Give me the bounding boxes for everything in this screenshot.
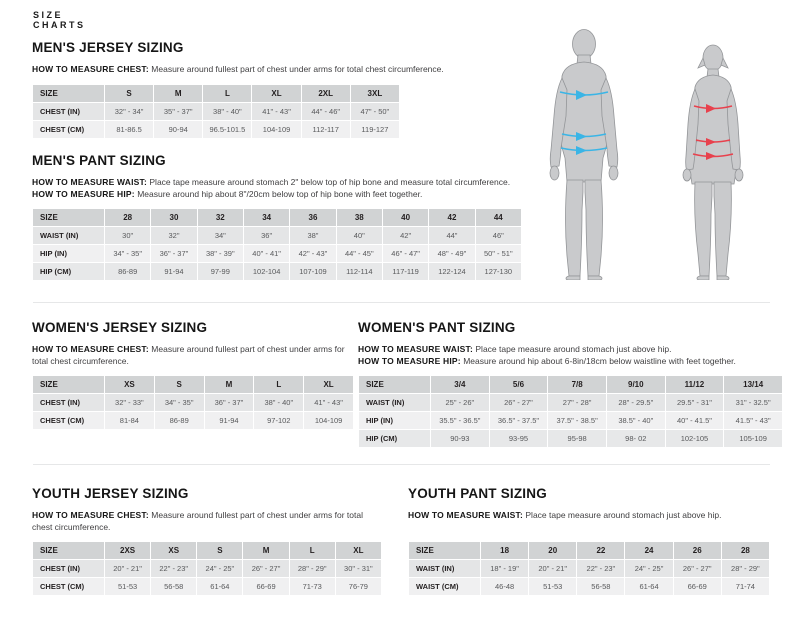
howto-text: Measure around fullest part of chest under arms for total chest circumference. bbox=[151, 64, 444, 74]
size-value-cell: 44" - 45" bbox=[336, 245, 382, 263]
howto-label: HOW TO MEASURE WAIST: bbox=[32, 177, 148, 187]
size-value-cell: 61-64 bbox=[197, 578, 243, 596]
size-column-header: 34 bbox=[243, 209, 289, 227]
size-value-cell: 41.5" - 43" bbox=[724, 412, 783, 430]
size-column-header: 28 bbox=[105, 209, 151, 227]
size-value-cell: 20" - 21" bbox=[529, 560, 577, 578]
howto-label: HOW TO MEASURE CHEST: bbox=[32, 64, 149, 74]
size-column-header: 42 bbox=[429, 209, 475, 227]
size-value-cell: 50" - 51" bbox=[475, 245, 521, 263]
howto-text: Place tape measure around stomach just above hip. bbox=[475, 344, 672, 354]
size-value-cell: 41" - 43" bbox=[252, 102, 301, 120]
section-title: YOUTH PANT SIZING bbox=[408, 486, 547, 501]
size-column-header: L bbox=[289, 542, 335, 560]
size-value-cell: 90-94 bbox=[154, 120, 203, 138]
size-value-cell: 30" - 31" bbox=[335, 560, 381, 578]
size-column-header: M bbox=[154, 84, 203, 102]
size-value-cell: 71-73 bbox=[289, 578, 335, 596]
size-column-header: 22 bbox=[577, 542, 625, 560]
size-value-cell: 38" - 39" bbox=[197, 245, 243, 263]
size-value-cell: 107-109 bbox=[290, 263, 336, 281]
size-column-header: 44 bbox=[475, 209, 521, 227]
size-value-cell: 36.5" - 37.5" bbox=[489, 412, 548, 430]
size-column-header: L bbox=[254, 376, 304, 394]
measurement-row-label: CHEST (CM) bbox=[33, 120, 105, 138]
size-value-cell: 29.5" - 31" bbox=[665, 394, 724, 412]
measurement-row-label: CHEST (IN) bbox=[33, 394, 105, 412]
size-value-cell: 112-117 bbox=[301, 120, 350, 138]
howto-text: Measure around hip about 6-8in/18cm below waistline with feet together. bbox=[463, 355, 736, 366]
womens-jersey-table bbox=[32, 375, 354, 430]
size-value-cell: 36" - 37" bbox=[151, 245, 197, 263]
size-value-cell: 35.5" - 36.5" bbox=[431, 412, 490, 430]
measurement-row-label: HIP (CM) bbox=[33, 263, 105, 281]
section-title: WOMEN'S JERSEY SIZING bbox=[32, 320, 208, 335]
size-grid bbox=[358, 375, 783, 448]
size-column-header: L bbox=[203, 84, 252, 102]
size-value-cell: 66-69 bbox=[243, 578, 289, 596]
measurement-row-label: CHEST (CM) bbox=[33, 578, 105, 596]
size-value-cell: 24" - 25" bbox=[197, 560, 243, 578]
size-grid bbox=[408, 541, 770, 596]
mens-pant-table bbox=[32, 208, 522, 281]
measurement-row-label: CHEST (IN) bbox=[33, 102, 105, 120]
howto-label: HOW TO MEASURE HIP: bbox=[358, 355, 461, 366]
size-value-cell: 98- 02 bbox=[606, 430, 665, 448]
page-title bbox=[33, 10, 86, 30]
size-value-cell: 90-93 bbox=[431, 430, 490, 448]
howto-line bbox=[32, 64, 444, 76]
size-corner-header: SIZE bbox=[33, 84, 105, 102]
size-column-header: 5/6 bbox=[489, 376, 548, 394]
howto-line bbox=[32, 510, 382, 533]
section-title: MEN'S JERSEY SIZING bbox=[32, 40, 184, 55]
size-value-cell: 66-69 bbox=[673, 578, 721, 596]
size-value-cell: 40" - 41" bbox=[243, 245, 289, 263]
womens-pant-table bbox=[358, 375, 783, 448]
size-column-header: 40 bbox=[382, 209, 428, 227]
size-value-cell: 44" - 46" bbox=[301, 102, 350, 120]
howto bbox=[32, 177, 522, 200]
measurement-figures bbox=[538, 28, 754, 280]
size-value-cell: 86-89 bbox=[154, 412, 204, 430]
howto-text: Measure around hip about 8"/20cm below top of hip bone with feet together. bbox=[137, 188, 423, 199]
size-column-header: 2XL bbox=[301, 84, 350, 102]
male-silhouette bbox=[550, 30, 618, 281]
howto-line bbox=[358, 344, 783, 356]
size-value-cell: 95-98 bbox=[548, 430, 607, 448]
size-value-cell: 35" - 37" bbox=[154, 102, 203, 120]
size-column-header: 2XS bbox=[105, 542, 151, 560]
howto-text: Place tape measure around stomach 2" below top of hip bone and measure total circumference. bbox=[149, 177, 511, 187]
size-value-cell: 42" - 43" bbox=[290, 245, 336, 263]
male-figure-illustration bbox=[538, 28, 630, 280]
size-value-cell: 81-86.5 bbox=[105, 120, 154, 138]
size-value-cell: 40" bbox=[336, 227, 382, 245]
measurement-row-label: CHEST (CM) bbox=[33, 412, 105, 430]
size-column-header: 36 bbox=[290, 209, 336, 227]
size-value-cell: 26" - 27" bbox=[243, 560, 289, 578]
section-divider bbox=[33, 302, 770, 303]
page-title-line: SIZE bbox=[33, 10, 64, 20]
size-value-cell: 38.5" - 40" bbox=[606, 412, 665, 430]
howto-text: Measure around fullest part of chest under arms for total chest circumference. bbox=[32, 344, 345, 366]
howto-line bbox=[32, 177, 522, 189]
size-value-cell: 26" - 27" bbox=[673, 560, 721, 578]
size-corner-header: SIZE bbox=[33, 209, 105, 227]
page-title-line: CHARTS bbox=[33, 20, 86, 30]
size-value-cell: 127-130 bbox=[475, 263, 521, 281]
size-value-cell: 36" bbox=[243, 227, 289, 245]
section-title: YOUTH JERSEY SIZING bbox=[32, 486, 189, 501]
size-value-cell: 26" - 27" bbox=[489, 394, 548, 412]
size-value-cell: 105-109 bbox=[724, 430, 783, 448]
size-column-header: S bbox=[105, 84, 154, 102]
size-value-cell: 27" - 28" bbox=[548, 394, 607, 412]
measurement-row-label: HIP (IN) bbox=[359, 412, 431, 430]
size-value-cell: 46-48 bbox=[481, 578, 529, 596]
size-column-header: 9/10 bbox=[606, 376, 665, 394]
size-value-cell: 122-124 bbox=[429, 263, 475, 281]
size-value-cell: 48" - 49" bbox=[429, 245, 475, 263]
size-value-cell: 46" bbox=[475, 227, 521, 245]
size-column-header: 32 bbox=[197, 209, 243, 227]
size-value-cell: 28" - 29.5" bbox=[606, 394, 665, 412]
size-value-cell: 32" - 34" bbox=[105, 102, 154, 120]
size-column-header: 3XL bbox=[350, 84, 399, 102]
howto-line bbox=[408, 510, 770, 522]
youth-pant-section bbox=[408, 486, 770, 596]
size-column-header: 7/8 bbox=[548, 376, 607, 394]
size-grid bbox=[32, 375, 354, 430]
size-value-cell: 71-74 bbox=[721, 578, 769, 596]
size-grid bbox=[32, 541, 382, 596]
size-value-cell: 117-119 bbox=[382, 263, 428, 281]
size-column-header: 13/14 bbox=[724, 376, 783, 394]
howto-line bbox=[32, 189, 522, 201]
size-column-header: 18 bbox=[481, 542, 529, 560]
size-value-cell: 86-89 bbox=[105, 263, 151, 281]
measurement-row-label: CHEST (IN) bbox=[33, 560, 105, 578]
size-value-cell: 104-109 bbox=[252, 120, 301, 138]
female-figure-illustration bbox=[672, 44, 754, 280]
size-column-header: M bbox=[243, 542, 289, 560]
section-title: WOMEN'S PANT SIZING bbox=[358, 320, 516, 335]
size-value-cell: 41" - 43" bbox=[304, 394, 354, 412]
size-value-cell: 112-114 bbox=[336, 263, 382, 281]
size-value-cell: 34" - 35" bbox=[154, 394, 204, 412]
size-grid bbox=[32, 208, 522, 281]
size-value-cell: 56-58 bbox=[577, 578, 625, 596]
measurement-row-label: WAIST (IN) bbox=[409, 560, 481, 578]
size-value-cell: 22" - 23" bbox=[151, 560, 197, 578]
section-title: MEN'S PANT SIZING bbox=[32, 153, 166, 168]
howto bbox=[358, 344, 783, 367]
size-column-header: XS bbox=[105, 376, 155, 394]
howto-label: HOW TO MEASURE CHEST: bbox=[32, 344, 149, 354]
size-column-header: 28 bbox=[721, 542, 769, 560]
mens-pant-section bbox=[32, 153, 522, 281]
size-value-cell: 91-94 bbox=[204, 412, 254, 430]
measurement-row-label: WAIST (IN) bbox=[359, 394, 431, 412]
size-value-cell: 46" - 47" bbox=[382, 245, 428, 263]
size-value-cell: 119-127 bbox=[350, 120, 399, 138]
size-value-cell: 32" - 33" bbox=[105, 394, 155, 412]
howto-label: HOW TO MEASURE HIP: bbox=[32, 188, 135, 199]
size-corner-header: SIZE bbox=[359, 376, 431, 394]
size-value-cell: 97-99 bbox=[197, 263, 243, 281]
size-value-cell: 51-53 bbox=[529, 578, 577, 596]
size-corner-header: SIZE bbox=[33, 542, 105, 560]
size-value-cell: 42" bbox=[382, 227, 428, 245]
youth-jersey-section bbox=[32, 486, 382, 596]
youth-jersey-table bbox=[32, 541, 382, 596]
size-column-header: 30 bbox=[151, 209, 197, 227]
measurement-row-label: WAIST (IN) bbox=[33, 227, 105, 245]
size-column-header: XL bbox=[252, 84, 301, 102]
size-value-cell: 22" - 23" bbox=[577, 560, 625, 578]
size-value-cell: 34" bbox=[197, 227, 243, 245]
size-value-cell: 104-109 bbox=[304, 412, 354, 430]
size-column-header: 3/4 bbox=[431, 376, 490, 394]
mens-jersey-section bbox=[32, 40, 444, 139]
section-divider bbox=[33, 464, 770, 465]
size-column-header: 11/12 bbox=[665, 376, 724, 394]
size-value-cell: 37.5" - 38.5" bbox=[548, 412, 607, 430]
size-value-cell: 56-58 bbox=[151, 578, 197, 596]
size-column-header: XL bbox=[335, 542, 381, 560]
size-corner-header: SIZE bbox=[409, 542, 481, 560]
size-column-header: 26 bbox=[673, 542, 721, 560]
howto-label: HOW TO MEASURE CHEST: bbox=[32, 510, 149, 520]
size-column-header: 24 bbox=[625, 542, 673, 560]
size-value-cell: 51-53 bbox=[105, 578, 151, 596]
youth-pant-table bbox=[408, 541, 770, 596]
size-value-cell: 97-102 bbox=[254, 412, 304, 430]
size-value-cell: 25" - 26" bbox=[431, 394, 490, 412]
size-value-cell: 44" bbox=[429, 227, 475, 245]
size-value-cell: 102-105 bbox=[665, 430, 724, 448]
howto-text: Measure around fullest part of chest under arms for total chest circumference. bbox=[32, 510, 363, 532]
measurement-row-label: WAIST (CM) bbox=[409, 578, 481, 596]
howto-line bbox=[358, 356, 783, 368]
womens-jersey-section bbox=[32, 320, 354, 430]
howto bbox=[408, 510, 770, 533]
size-value-cell: 38" - 40" bbox=[203, 102, 252, 120]
size-value-cell: 18" - 19" bbox=[481, 560, 529, 578]
size-value-cell: 81-84 bbox=[105, 412, 155, 430]
size-value-cell: 30" bbox=[105, 227, 151, 245]
female-silhouette bbox=[683, 45, 743, 280]
size-value-cell: 61-64 bbox=[625, 578, 673, 596]
size-value-cell: 28" - 29" bbox=[289, 560, 335, 578]
size-column-header: S bbox=[154, 376, 204, 394]
size-value-cell: 28" - 29" bbox=[721, 560, 769, 578]
size-column-header: XL bbox=[304, 376, 354, 394]
howto bbox=[32, 344, 354, 367]
howto-label: HOW TO MEASURE WAIST: bbox=[408, 510, 524, 520]
measurement-row-label: HIP (IN) bbox=[33, 245, 105, 263]
size-value-cell: 20" - 21" bbox=[105, 560, 151, 578]
mens-jersey-table bbox=[32, 84, 400, 139]
howto-line bbox=[32, 344, 354, 367]
howto-label: HOW TO MEASURE WAIST: bbox=[358, 344, 474, 354]
size-value-cell: 40" - 41.5" bbox=[665, 412, 724, 430]
size-value-cell: 102-104 bbox=[243, 263, 289, 281]
size-column-header: 20 bbox=[529, 542, 577, 560]
measurement-row-label: HIP (CM) bbox=[359, 430, 431, 448]
size-value-cell: 47" - 50" bbox=[350, 102, 399, 120]
size-column-header: XS bbox=[151, 542, 197, 560]
size-value-cell: 76-79 bbox=[335, 578, 381, 596]
size-value-cell: 36" - 37" bbox=[204, 394, 254, 412]
size-value-cell: 24" - 25" bbox=[625, 560, 673, 578]
size-column-header: M bbox=[204, 376, 254, 394]
size-value-cell: 32" bbox=[151, 227, 197, 245]
howto bbox=[32, 510, 382, 533]
size-value-cell: 38" - 40" bbox=[254, 394, 304, 412]
size-value-cell: 93-95 bbox=[489, 430, 548, 448]
size-value-cell: 31" - 32.5" bbox=[724, 394, 783, 412]
size-column-header: S bbox=[197, 542, 243, 560]
size-corner-header: SIZE bbox=[33, 376, 105, 394]
size-value-cell: 38" bbox=[290, 227, 336, 245]
womens-pant-section bbox=[358, 320, 783, 448]
size-column-header: 38 bbox=[336, 209, 382, 227]
size-value-cell: 96.5-101.5 bbox=[203, 120, 252, 138]
howto-text: Place tape measure around stomach just above hip. bbox=[525, 510, 722, 520]
size-grid bbox=[32, 84, 400, 139]
size-value-cell: 34" - 35" bbox=[105, 245, 151, 263]
howto bbox=[32, 64, 444, 76]
size-value-cell: 91-94 bbox=[151, 263, 197, 281]
